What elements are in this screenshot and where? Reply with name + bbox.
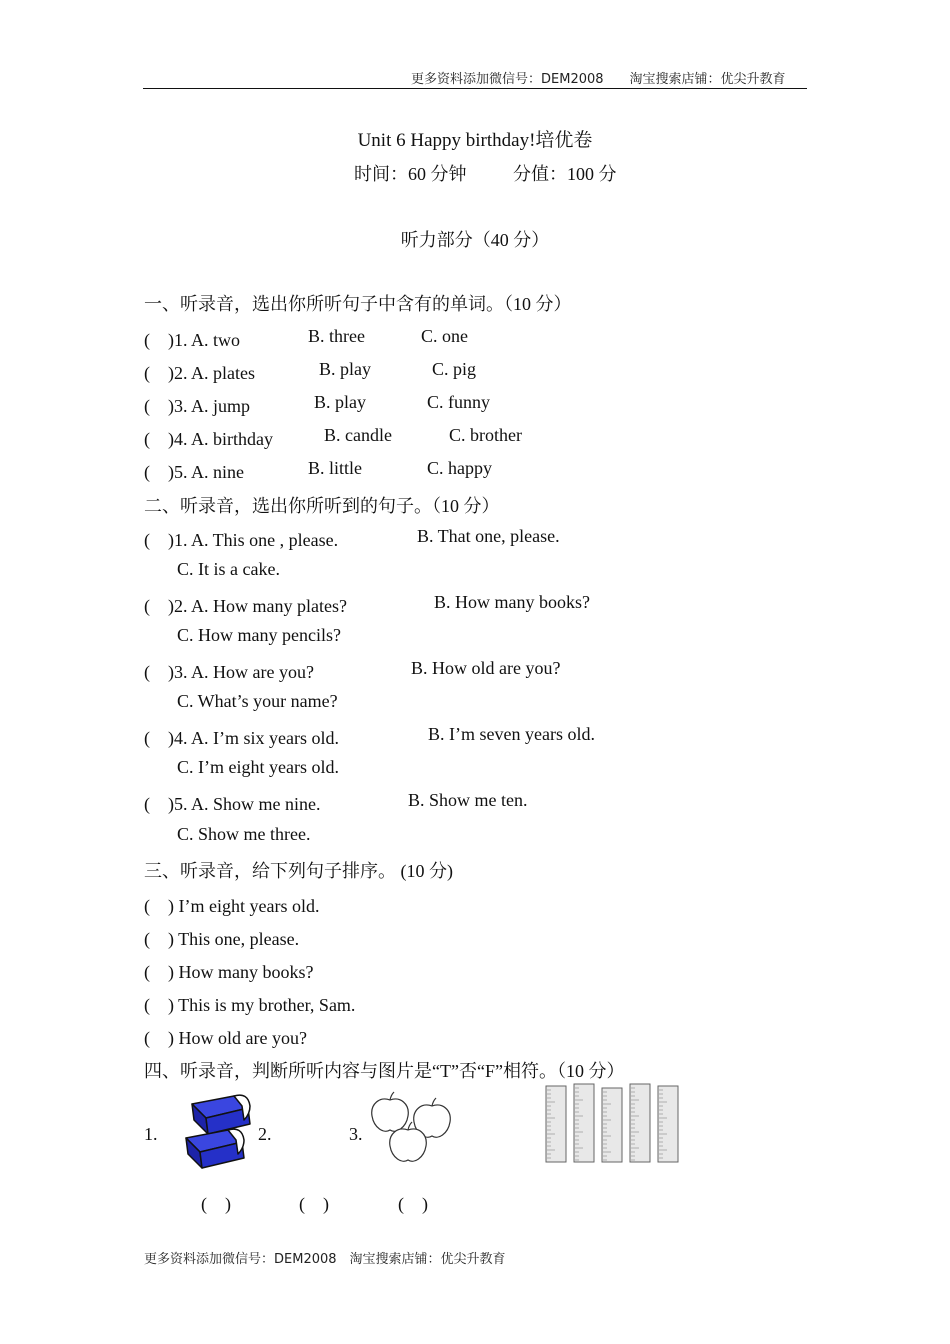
ruler-5 xyxy=(658,1086,678,1162)
s1-q3-option-a: ( )3. A. jump xyxy=(144,396,250,416)
s2-q3-option-b: B. How old are you? xyxy=(411,658,561,678)
s3-sentence-5: ( ) How old are you? xyxy=(144,1028,307,1048)
s2-q4-option-a: ( )4. A. I’m six years old. xyxy=(144,728,339,748)
ruler-3 xyxy=(602,1088,622,1162)
apples-icon xyxy=(370,1092,460,1168)
s2-q3-option-c: C. What’s your name? xyxy=(177,691,338,711)
s3-sentence-4: ( ) This is my brother, Sam. xyxy=(144,995,356,1015)
s1-q5-option-b: B. little xyxy=(308,458,362,478)
s2-q1-option-b: B. That one, please. xyxy=(417,526,560,546)
s2-q5-option-c: C. Show me three. xyxy=(177,824,311,844)
s2-q1-option-a: ( )1. A. This one , please. xyxy=(144,530,339,550)
s1-q2-option-a: ( )2. A. plates xyxy=(144,363,255,383)
part-title: 听力部分（40 分） xyxy=(400,230,550,250)
ruler-2 xyxy=(574,1084,594,1162)
ruler-4 xyxy=(630,1084,650,1162)
time-info: 时间：60 分钟 xyxy=(354,164,467,184)
section1-title: 一、听录音，选出你所听句子中含有的单词。（10 分） xyxy=(144,294,572,314)
s4-answer-blank-1[interactable]: ( ) xyxy=(201,1194,231,1214)
s1-q2-option-c: C. pig xyxy=(432,359,477,379)
s4-label-3: 3. xyxy=(349,1124,363,1144)
s2-q4-option-c: C. I’m eight years old. xyxy=(177,757,339,777)
s2-q2-option-b: B. How many books? xyxy=(434,592,590,612)
section4-title: 四、听录音，判断所听内容与图片是“T”否“F”相符。（10 分） xyxy=(144,1061,625,1081)
s2-q2-option-a: ( )2. A. How many plates? xyxy=(144,596,347,616)
s1-q3-option-c: C. funny xyxy=(427,392,490,412)
section2-title: 二、听录音，选出你所听到的句子。（10 分） xyxy=(144,496,500,516)
page-header: 更多资料添加微信号：DEM2008 淘宝搜索店铺：优尖升教育 xyxy=(411,72,786,87)
ruler-1 xyxy=(546,1086,566,1162)
s1-q5-option-a: ( )5. A. nine xyxy=(144,462,244,482)
s4-label-1: 1. xyxy=(144,1124,158,1144)
s2-q5-option-a: ( )5. A. Show me nine. xyxy=(144,794,321,814)
s1-q2-option-b: B. play xyxy=(319,359,371,379)
s1-q3-option-b: B. play xyxy=(314,392,366,412)
s1-q1-option-b: B. three xyxy=(308,326,365,346)
s4-answer-blank-3[interactable]: ( ) xyxy=(398,1194,428,1214)
s2-q3-option-a: ( )3. A. How are you? xyxy=(144,662,314,682)
page-title: Unit 6 Happy birthday!培优卷 xyxy=(357,130,593,151)
erasers-icon xyxy=(182,1090,256,1170)
s3-sentence-3: ( ) How many books? xyxy=(144,962,314,982)
score-info: 分值：100 分 xyxy=(513,164,617,184)
s3-sentence-1: ( ) I’m eight years old. xyxy=(144,896,320,916)
s1-q5-option-c: C. happy xyxy=(427,458,492,478)
rulers-icon xyxy=(544,1084,682,1166)
s1-q1-option-c: C. one xyxy=(421,326,468,346)
s2-q4-option-b: B. I’m seven years old. xyxy=(428,724,595,744)
s1-q4-option-b: B. candle xyxy=(324,425,392,445)
page-footer: 更多资料添加微信号：DEM2008 淘宝搜索店铺：优尖升教育 xyxy=(144,1252,506,1267)
s4-answer-blank-2[interactable]: ( ) xyxy=(299,1194,329,1214)
s1-q4-option-c: C. brother xyxy=(449,425,522,445)
s2-q1-option-c: C. It is a cake. xyxy=(177,559,280,579)
s1-q1-option-a: ( )1. A. two xyxy=(144,330,240,350)
header-divider xyxy=(143,88,807,89)
section3-title: 三、听录音，给下列句子排序。 (10 分) xyxy=(144,861,453,881)
s1-q4-option-a: ( )4. A. birthday xyxy=(144,429,273,449)
s2-q2-option-c: C. How many pencils? xyxy=(177,625,341,645)
s3-sentence-2: ( ) This one, please. xyxy=(144,929,300,949)
s2-q5-option-b: B. Show me ten. xyxy=(408,790,528,810)
s4-label-2: 2. xyxy=(258,1124,272,1144)
